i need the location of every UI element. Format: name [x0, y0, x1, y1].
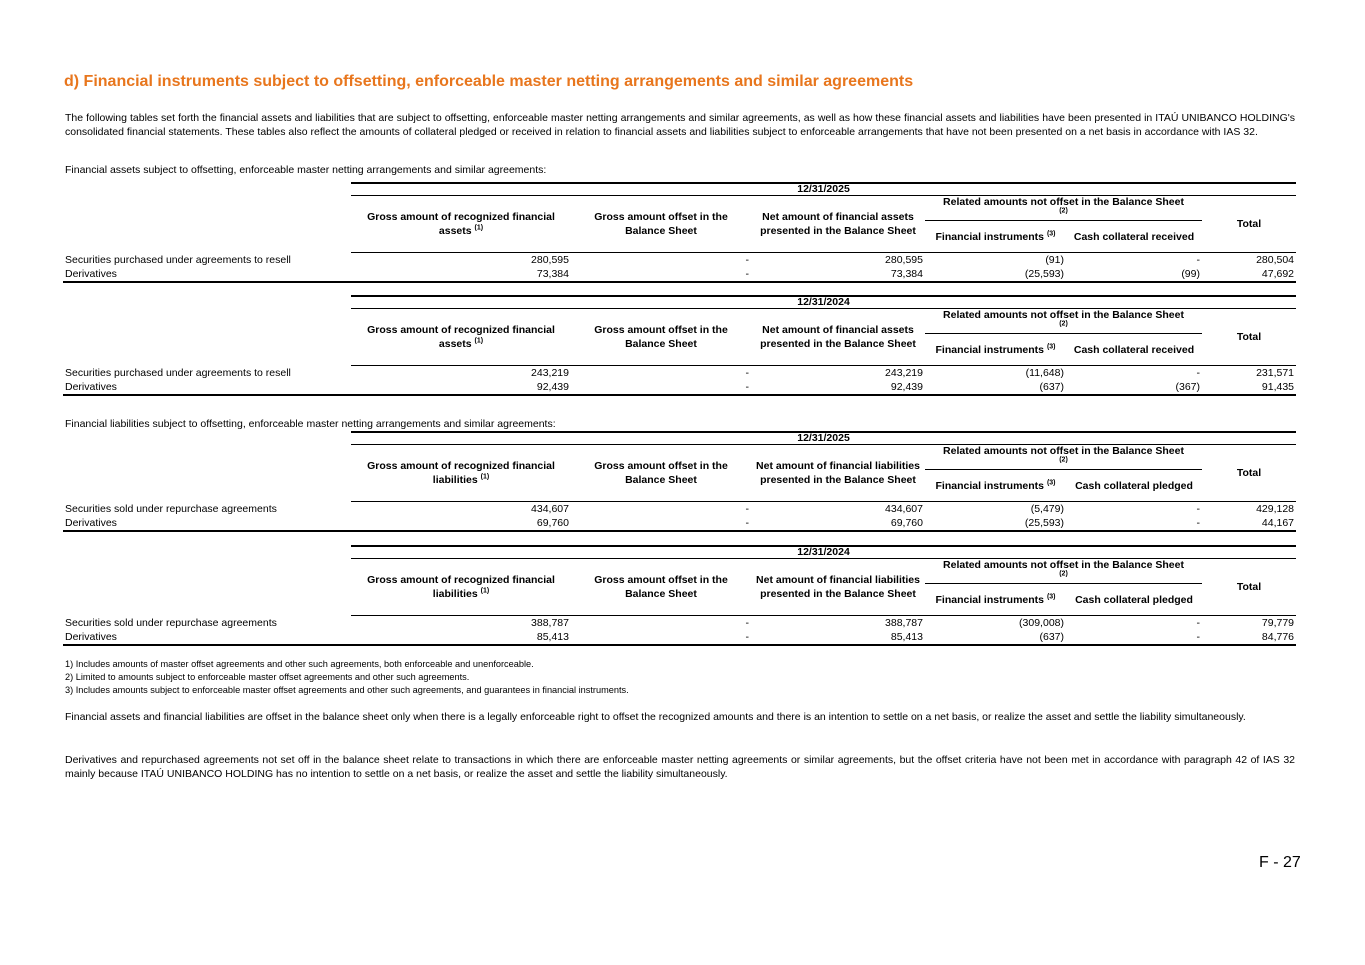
- footnotes: [65, 658, 629, 697]
- cash-collateral-value: -: [1196, 367, 1200, 379]
- net-amount-header: Net amount of financial liabilities presented in the Balance Sheet: [751, 445, 925, 502]
- total-header: Total: [1202, 196, 1296, 253]
- table-row: [63, 630, 1296, 645]
- net-value: 73,384: [751, 267, 925, 282]
- financial-instruments-value: (5,479): [1030, 503, 1064, 515]
- page-title: d) Financial instruments subject to offsetting, enforceable master netting arrangements and similar agreements: [64, 73, 914, 90]
- derivatives-paragraph: Derivatives and repurchased agreements not set off in the balance sheet relate to transactions in which there are enforceable master netting agreements or similar agreements, but the offset criteria have not been met in accordance with paragraph 42 of IAS 32 mainly because ITAÚ UNIBANCO HOLDING has no intention to settle on a net basis, or realize the asset and settle the liability simultaneously.: [65, 754, 1295, 780]
- total-header: Total: [1202, 559, 1296, 616]
- total-value: 91,435: [1202, 380, 1296, 395]
- net-value: 92,439: [751, 380, 925, 395]
- row-label: Securities purchased under agreements to resell: [65, 366, 291, 379]
- total-value: 84,776: [1202, 630, 1296, 645]
- net-value: 243,219: [885, 367, 923, 379]
- offset-amount-header: Gross amount offset in the Balance Sheet: [571, 559, 751, 616]
- liabilities-table-caption: Financial liabilities subject to offsetting, enforceable master netting arrangements and similar agreements:: [65, 418, 556, 430]
- offset-value: -: [745, 254, 749, 266]
- total-value: 429,128: [1256, 503, 1295, 515]
- cash-collateral-header: Cash collateral pledged: [1066, 470, 1202, 502]
- footnote: 1) Includes amounts of master offset agreements and other such agreements, both enforceable and unenforceable.: [65, 659, 534, 669]
- financial-instruments-header: Financial instruments $^{(3)}$: [925, 584, 1066, 616]
- offset-value: -: [571, 267, 751, 282]
- gross-value: 85,413: [351, 630, 571, 645]
- gross-value: 73,384: [351, 267, 571, 282]
- total-value: 79,779: [1261, 617, 1295, 629]
- cash-collateral-value: -: [1196, 503, 1200, 515]
- offsetting-table: [63, 545, 1296, 646]
- financial-instruments-value: (25,593): [925, 267, 1066, 282]
- offset-amount-header: Gross amount offset in the Balance Sheet: [571, 309, 751, 366]
- net-value: 388,787: [885, 617, 923, 629]
- cash-collateral-value: -: [1066, 516, 1202, 531]
- net-amount-header: Net amount of financial assets presented in the Balance Sheet: [751, 309, 925, 366]
- net-value: 85,413: [751, 630, 925, 645]
- spacer-cell: [63, 432, 351, 445]
- row-label: Derivatives: [63, 267, 351, 282]
- offset-amount-header: Gross amount offset in the Balance Sheet: [571, 445, 751, 502]
- offsetting-table: [63, 182, 1296, 283]
- net-amount-header: Net amount of financial liabilities presented in the Balance Sheet: [751, 559, 925, 616]
- cash-collateral-value: (367): [1066, 380, 1202, 395]
- financial-instruments-header: Financial instruments $^{(3)}$: [925, 334, 1066, 366]
- table-row: [63, 380, 1296, 395]
- row-label: Derivatives: [63, 516, 351, 531]
- offset-value: -: [571, 516, 751, 531]
- cash-collateral-value: -: [1196, 254, 1200, 266]
- row-label-header: [63, 196, 351, 253]
- row-label: Derivatives: [63, 630, 351, 645]
- table-row: [63, 267, 1296, 282]
- table-row: [63, 502, 1296, 517]
- total-value: 47,692: [1202, 267, 1296, 282]
- spacer-cell: [63, 296, 351, 309]
- cash-collateral-value: -: [1196, 617, 1200, 629]
- cash-collateral-value: (99): [1066, 267, 1202, 282]
- offset-value: -: [745, 503, 749, 515]
- total-header: Total: [1202, 309, 1296, 366]
- spacer-cell: [63, 546, 351, 559]
- financial-instruments-header: Financial instruments $^{(3)}$: [925, 470, 1066, 502]
- cash-collateral-value: -: [1066, 630, 1202, 645]
- period-header: 12/31/2025: [351, 183, 1296, 196]
- footnote: 3) Includes amounts subject to enforceable master offset agreements and other such agreements, and guarantees in financial instruments.: [65, 685, 629, 695]
- gross-value: 280,595: [531, 254, 569, 266]
- row-label-header: [63, 445, 351, 502]
- row-label: Securities purchased under agreements to resell: [65, 253, 291, 266]
- gross-amount-header: Gross amount of recognized financial assets $^{(1)}$: [351, 309, 571, 366]
- total-header: Total: [1202, 445, 1296, 502]
- row-label-header: [63, 309, 351, 366]
- spacer-cell: [63, 183, 351, 196]
- offset-value: -: [745, 367, 749, 379]
- related-amounts-header: Related amounts not offset in the Balance Sheet $^{(2)}$: [925, 559, 1202, 584]
- gross-value: 434,607: [531, 503, 569, 515]
- net-value: 434,607: [885, 503, 923, 515]
- offset-value: -: [745, 617, 749, 629]
- row-label: Derivatives: [63, 380, 351, 395]
- cash-collateral-header: Cash collateral received: [1066, 334, 1202, 366]
- related-amounts-header: Related amounts not offset in the Balance Sheet $^{(2)}$: [925, 196, 1202, 221]
- cash-collateral-header: Cash collateral received: [1066, 221, 1202, 253]
- table-row: [63, 516, 1296, 531]
- offset-policy-paragraph: Financial assets and financial liabilities are offset in the balance sheet only when there is a legally enforceable right to offset the recognized amounts and there is an intention to settle on a net basis, or realize the asset and settle the liability simultaneously.: [65, 711, 1246, 723]
- page-number: F - 27: [1259, 854, 1301, 871]
- net-value: 69,760: [751, 516, 925, 531]
- financial-instruments-value: (637): [925, 630, 1066, 645]
- offset-value: -: [571, 630, 751, 645]
- row-label: Securities sold under repurchase agreements: [65, 616, 277, 629]
- related-amounts-header: Related amounts not offset in the Balance Sheet $^{(2)}$: [925, 309, 1202, 334]
- table-row: [63, 253, 1296, 268]
- gross-amount-header: Gross amount of recognized financial liabilities $^{(1)}$: [351, 559, 571, 616]
- gross-amount-header: Gross amount of recognized financial assets $^{(1)}$: [351, 196, 571, 253]
- footnote: 2) Limited to amounts subject to enforceable master offset agreements and other such agreements.: [65, 672, 470, 682]
- gross-value: 92,439: [351, 380, 571, 395]
- net-amount-header: Net amount of financial assets presented in the Balance Sheet: [751, 196, 925, 253]
- gross-amount-header: Gross amount of recognized financial liabilities $^{(1)}$: [351, 445, 571, 502]
- row-label-header: [63, 559, 351, 616]
- period-header: 12/31/2025: [351, 432, 1296, 445]
- financial-instruments-header: Financial instruments $^{(3)}$: [925, 221, 1066, 253]
- financial-instruments-value: (11,648): [1025, 367, 1064, 379]
- gross-value: 243,219: [531, 367, 569, 379]
- gross-value: 388,787: [531, 617, 569, 629]
- total-value: 231,571: [1256, 367, 1295, 379]
- total-value: 44,167: [1202, 516, 1296, 531]
- gross-value: 69,760: [351, 516, 571, 531]
- related-amounts-header: Related amounts not offset in the Balance Sheet $^{(2)}$: [925, 445, 1202, 470]
- row-label: Securities sold under repurchase agreements: [65, 502, 277, 515]
- offsetting-table: [63, 431, 1296, 532]
- financial-instruments-value: (637): [925, 380, 1066, 395]
- offset-value: -: [571, 380, 751, 395]
- total-value: 280,504: [1256, 254, 1295, 266]
- financial-instruments-value: (25,593): [925, 516, 1066, 531]
- table-row: [63, 366, 1296, 381]
- net-value: 280,595: [885, 254, 923, 266]
- assets-table-caption: Financial assets subject to offsetting, enforceable master netting arrangements and similar agreements:: [65, 164, 547, 176]
- offsetting-table: [63, 295, 1296, 396]
- table-row: [63, 616, 1296, 631]
- period-header: 12/31/2024: [351, 296, 1296, 309]
- period-header: 12/31/2024: [351, 546, 1296, 559]
- offset-amount-header: Gross amount offset in the Balance Sheet: [571, 196, 751, 253]
- financial-instruments-value: (309,008): [1019, 617, 1064, 629]
- financial-instruments-value: (91): [1045, 254, 1064, 266]
- intro-paragraph: The following tables set forth the financial assets and liabilities that are subject to offsetting, enforceable master netting arrangements and similar agreements, as well as how these financial assets and liabilities have been presented in ITAÚ UNIBANCO HOLDING's consolidated financial statements. These tables also reflect the amounts of collateral pledged or received in relation to financial assets and liabilities subject to enforceable arrangements that have not been presented on a net basis in accordance with IAS 32.: [65, 112, 1295, 138]
- cash-collateral-header: Cash collateral pledged: [1066, 584, 1202, 616]
